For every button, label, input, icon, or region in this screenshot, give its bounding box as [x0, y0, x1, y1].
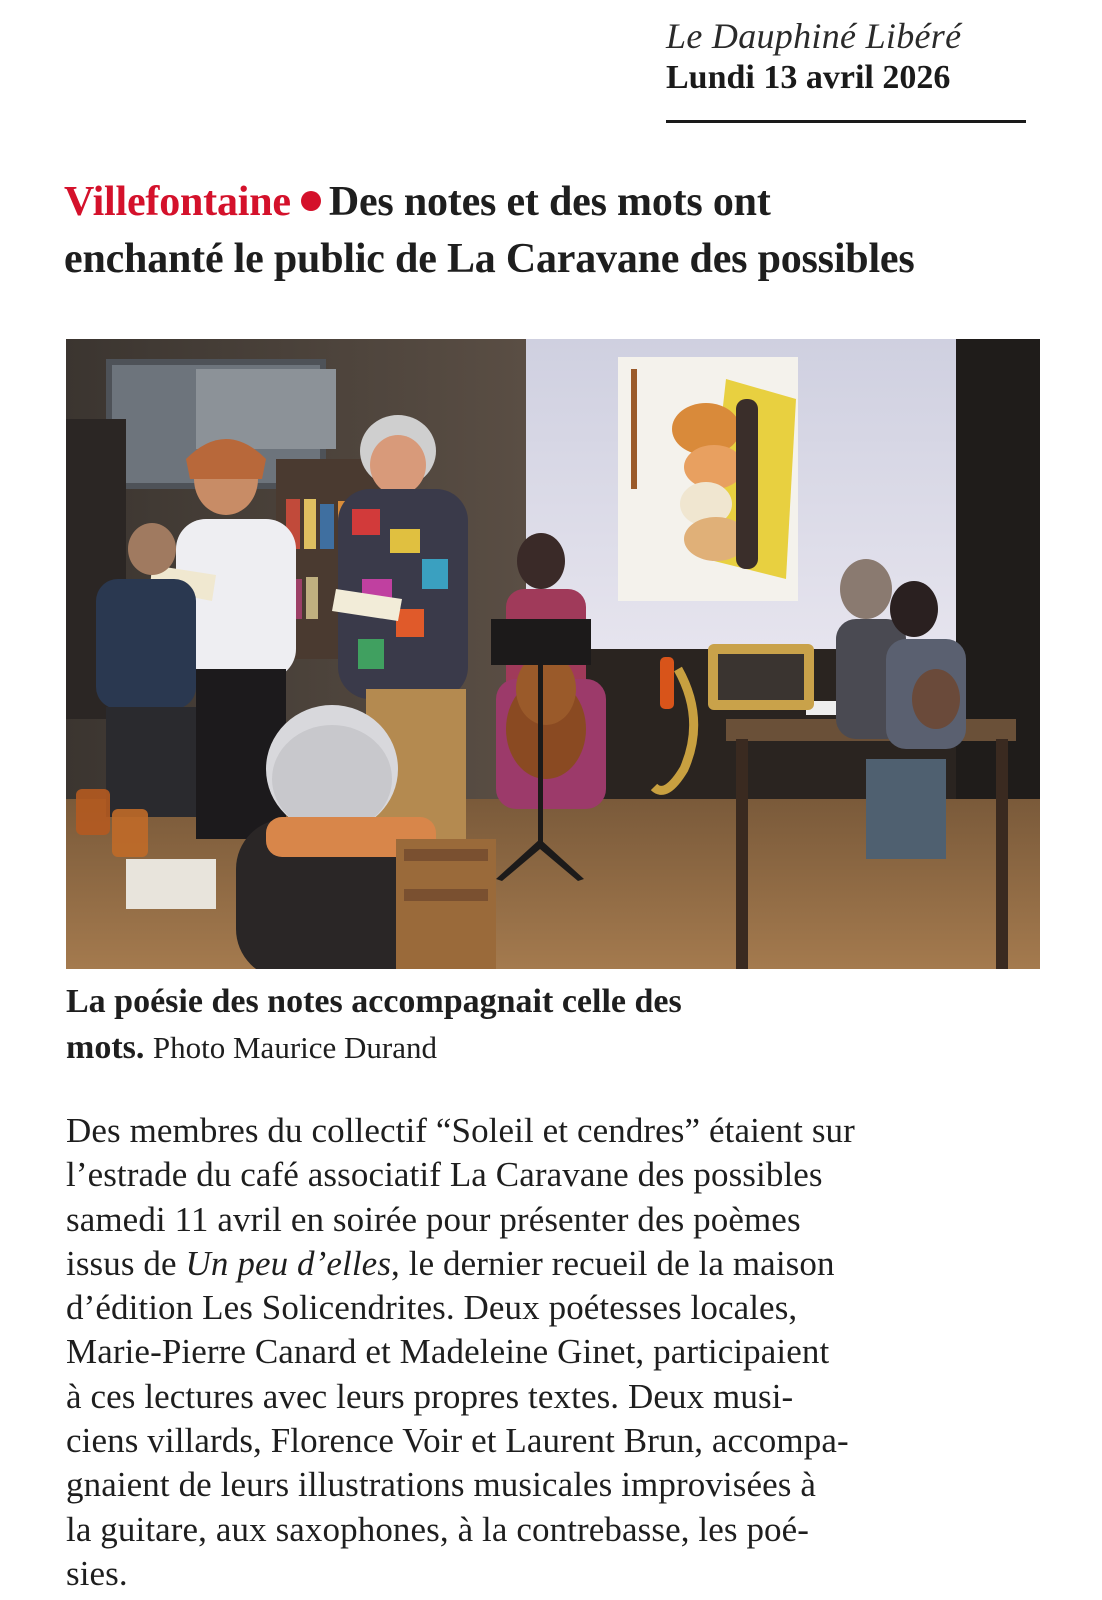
- body-line: Marie-Pierre Canard et Madeleine Ginet, participaient: [66, 1332, 830, 1372]
- body-line: la guitare, aux saxophones, à la contrebasse, les poé-: [66, 1509, 810, 1549]
- body-line: d’édition Les Solicendrites. Deux poétesses locales,: [66, 1288, 798, 1328]
- article-headline: [64, 174, 1054, 288]
- masthead-rule: [666, 120, 1026, 123]
- publication-name: Le Dauphiné Libéré: [666, 16, 962, 56]
- caption-lead-line-1: La poésie des notes accompagnait celle des: [66, 983, 682, 1020]
- headline-line-2: enchanté le public de La Caravane des possibles: [64, 236, 915, 282]
- body-line: gnaient de leurs illustrations musicales improvisées à: [66, 1465, 816, 1505]
- body-text-fragment: issus de: [66, 1243, 186, 1283]
- caption-lead-line-2: mots.: [66, 1029, 145, 1066]
- article-body: [66, 1109, 1048, 1596]
- photo-credit: Photo Maurice Durand: [152, 1030, 437, 1065]
- body-line: [66, 1242, 1048, 1286]
- headline-line-1: Des notes et des mots ont: [328, 179, 771, 225]
- masthead: [666, 14, 1026, 98]
- body-line: l’estrade du café associatif La Caravane des possibles: [66, 1155, 823, 1195]
- body-line: sies.: [66, 1553, 128, 1593]
- article-photo: [66, 339, 1040, 969]
- book-title: Un peu d’elles: [185, 1243, 392, 1283]
- body-text-fragment: , le dernier recueil de la maison: [391, 1243, 835, 1283]
- body-line: samedi 11 avril en soirée pour présenter des poèmes: [66, 1199, 801, 1239]
- publication-date: Lundi 13 avril 2026: [666, 59, 951, 96]
- body-line: Des membres du collectif “Soleil et cendres” étaient sur: [66, 1111, 855, 1150]
- body-line: à ces lectures avec leurs propres textes. Deux musi-: [66, 1376, 794, 1416]
- body-line: ciens villards, Florence Voir et Laurent Brun, accompa-: [66, 1421, 849, 1461]
- location-kicker: Villefontaine: [64, 179, 291, 225]
- photo-illustration: [66, 339, 1040, 969]
- kicker-bullet-icon: [301, 191, 321, 211]
- photo-caption: [66, 979, 1046, 1071]
